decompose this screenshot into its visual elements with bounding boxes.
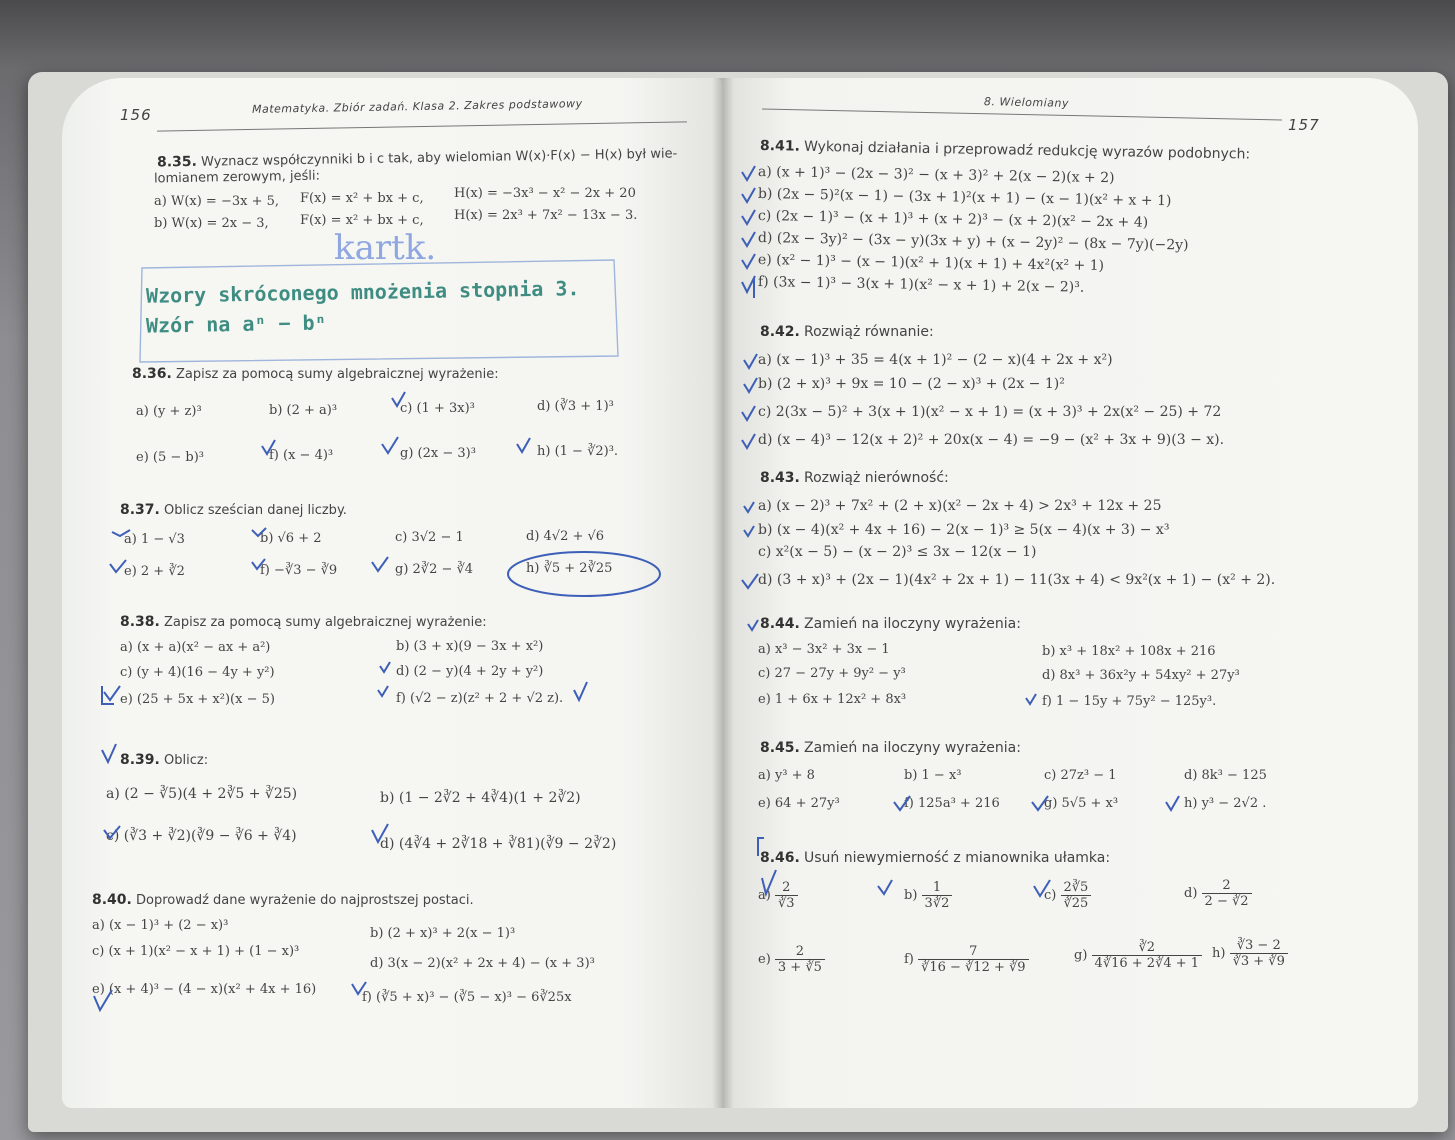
exercise-number: 8.46. [760, 850, 800, 866]
exercise-text: Rozwiąż nierówność: [804, 470, 949, 486]
ex837-h: h) ∛5 + 2∛25 [526, 561, 613, 576]
box-title-line-1: Wzory skróconego mnożenia stopnia 3. [145, 276, 580, 308]
ex843-a: a) (x − 2)³ + 7x² + (2 + x)(x² − 2x + 4) > 2x³ + 12x + 25 [758, 498, 1162, 514]
exercise-text: Zapisz za pomocą sumy algebraicznej wyrażenie: [176, 367, 499, 382]
numerator: 2 [1202, 878, 1252, 894]
ex843-b: b) (x − 4)(x² + 4x + 16) − 2(x − 1)³ ≥ 5(x − 4)(x + 3) − x³ [758, 522, 1170, 538]
item-label: c) [1044, 888, 1057, 903]
exercise-text: Doprowadź dane wyrażenie do najprostszej postaci. [136, 893, 474, 908]
ex836-d: d) (∛3 + 1)³ [537, 399, 614, 414]
ex836-g: g) (2x − 3)³ [400, 446, 476, 461]
exercise-number: 8.38. [120, 614, 160, 630]
exercise-text: Wyznacz współczynniki b i c tak, aby wielomian W(x)·F(x) − H(x) był wie- [200, 146, 678, 170]
ex838-b: b) (3 + x)(9 − 3x + x²) [396, 639, 544, 654]
ex840-b: b) (2 + x)³ + 2(x − 1)³ [370, 926, 516, 941]
ex840-d: d) 3(x − 2)(x² + 2x + 4) − (x + 3)³ [370, 956, 595, 971]
ex837-a: a) 1 − √3 [124, 532, 185, 547]
box-title-line-2: Wzór na aⁿ − bⁿ [145, 310, 327, 338]
exercise-number: 8.41. [759, 138, 801, 155]
ex845-c: c) 27z³ − 1 [1044, 768, 1117, 783]
ex837-g: g) 2∛2 − ∛4 [395, 562, 474, 577]
ex836-c: c) (1 + 3x)³ [400, 401, 475, 416]
numerator: 7 [918, 944, 1029, 960]
ex836-f: f) (x − 4)³ [269, 448, 334, 463]
handwritten-check-marks-right [722, 78, 1418, 1108]
denominator: 2 − ∛2 [1204, 894, 1249, 909]
ex843-c: c) x²(x − 5) − (x − 2)³ ≤ 3x − 12(x − 1) [758, 544, 1037, 560]
exercise-text: Wykonaj działania i przeprowadź redukcję wyrazów podobnych: [803, 138, 1251, 163]
ex838-f: f) (√2 − z)(z² + 2 + √2 z). [396, 691, 564, 706]
ex844-c: c) 27 − 27y + 9y² − y³ [758, 666, 906, 681]
denominator: ∛3 [777, 896, 795, 911]
denominator: ∛16 − ∛12 + ∛9 [921, 960, 1026, 975]
ex839-a: a) (2 − ∛5)(4 + 2∛5 + ∛25) [106, 786, 298, 802]
item-label: a) [758, 888, 771, 903]
ex840-c: c) (x + 1)(x² − x + 1) + (1 − x)³ [92, 944, 300, 959]
exercise-text: Usuń niewymierność z mianownika ułamka: [804, 850, 1111, 866]
exercise-text: Zamień na iloczyny wyrażenia: [804, 616, 1021, 632]
ex841-e: e) (x² − 1)³ − (x − 1)(x² + 1)(x + 1) + 4x²(x² + 1) [757, 252, 1105, 275]
ex836-h: h) (1 − ∛2)³. [537, 444, 619, 459]
denominator: 3∛2 [924, 896, 950, 911]
ex841-a: a) (x + 1)³ − (2x − 3)² − (x + 3)² + 2(x − 2)(x + 2) [757, 164, 1115, 187]
ex840-a: a) (x − 1)³ + (2 − x)³ [92, 918, 229, 933]
ex839-c: c) (∛3 + ∛2)(∛9 − ∛6 + ∛4) [106, 828, 297, 844]
denominator: ∛3 + ∛9 [1232, 954, 1285, 969]
item-label: d) [1184, 886, 1198, 901]
ex844-f: f) 1 − 15y + 75y² − 125y³. [1042, 694, 1217, 709]
ex838-d: d) (2 − y)(4 + 2y + y²) [396, 664, 544, 679]
ex841-f: f) (3x − 1)³ − 3(x + 1)(x² − x + 1) + 2(x − 2)³. [757, 274, 1085, 296]
ex836-a: a) (y + z)³ [136, 404, 202, 419]
exercise-text: Oblicz: [164, 753, 209, 768]
exercise-number: 8.39. [120, 752, 160, 768]
exercise-number: 8.37. [120, 502, 160, 518]
denominator: ∛25 [1063, 896, 1089, 911]
handwritten-check-marks [62, 78, 722, 1108]
ex844-d: d) 8x³ + 36x²y + 54xy² + 27y³ [1042, 668, 1240, 683]
exercise-number: 8.40. [92, 892, 132, 908]
ex845-a: a) y³ + 8 [758, 768, 815, 783]
item-label: h) [1212, 946, 1226, 961]
ex845-g: g) 5√5 + x³ [1044, 796, 1119, 811]
running-head-left: Matematyka. Zbiór zadań. Klasa 2. Zakres podstawowy [251, 97, 583, 116]
ex837-d: d) 4√2 + √6 [526, 529, 605, 544]
left-page [62, 78, 722, 1108]
ex845-f: f) 125a³ + 216 [904, 796, 1000, 811]
handwritten-note-kartk: kartk. [334, 228, 437, 268]
ex842-b: b) (2 + x)³ + 9x = 10 − (2 − x)³ + (2x − 1)² [758, 376, 1065, 392]
ex842-c: c) 2(3x − 5)² + 3(x + 1)(x² − x + 1) = (x + 3)³ + 2x(x² − 25) + 72 [758, 404, 1222, 420]
numerator: ∛2 [1092, 940, 1203, 956]
running-head-right: 8. Wielomiany [983, 95, 1070, 110]
ex838-c: c) (y + 4)(16 − 4y + y²) [120, 665, 275, 680]
ex844-a: a) x³ − 3x² + 3x − 1 [758, 642, 890, 657]
exercise-text: Zamień na iloczyny wyrażenia: [804, 740, 1021, 756]
numerator: 2 [775, 880, 798, 896]
ex842-d: d) (x − 4)³ − 12(x + 2)² + 20x(x − 4) = −9 − (x² + 3x + 9)(3 − x). [758, 432, 1225, 448]
page-number-right: 157 [1288, 116, 1320, 134]
ex844-b: b) x³ + 18x² + 108x + 216 [1042, 644, 1216, 659]
ex838-e: e) (25 + 5x + x²)(x − 5) [120, 692, 275, 707]
ex840-e: e) (x + 4)³ − (4 − x)(x² + 4x + 16) [92, 982, 317, 997]
exercise-number: 8.36. [132, 366, 172, 382]
ex837-c: c) 3√2 − 1 [395, 530, 464, 545]
ex835-a-h: H(x) = −3x³ − x² − 2x + 20 [454, 186, 636, 201]
ex845-e: e) 64 + 27y³ [758, 796, 840, 811]
denominator: 3 + ∛5 [777, 960, 822, 975]
ex835-b-w: b) W(x) = 2x − 3, [154, 216, 269, 231]
exercise-number: 8.44. [760, 616, 800, 632]
ex835-b-h: H(x) = 2x³ + 7x² − 13x − 3. [454, 208, 638, 223]
ex839-b: b) (1 − 2∛2 + 4∛4)(1 + 2∛2) [380, 790, 581, 806]
right-page [722, 78, 1418, 1108]
ex837-b: b) √6 + 2 [260, 531, 322, 546]
ex837-e: e) 2 + ∛2 [124, 564, 185, 579]
numerator: 2∛5 [1061, 880, 1092, 896]
ex840-f: f) (∛5 + x)³ − (∛5 − x)³ − 6∛25x [362, 990, 572, 1005]
item-label: b) [904, 888, 918, 903]
denominator: 4∛16 + 2∛4 + 1 [1094, 956, 1200, 971]
exercise-number: 8.45. [760, 740, 800, 756]
ex835-a-f: F(x) = x² + bx + c, [300, 191, 424, 206]
ex841-d: d) (2x − 3y)² − (3x − y)(3x + y) + (x − 2y)² − (8x − 7y)(−2y) [757, 230, 1189, 254]
exercise-number: 8.43. [760, 470, 800, 486]
exercise-text-cont: lomianem zerowym, jeśli: [153, 168, 321, 187]
ex835-b-f: F(x) = x² + bx + c, [300, 213, 424, 228]
ex835-a-w: a) W(x) = −3x + 5, [154, 194, 280, 209]
ex836-e: e) (5 − b)³ [136, 450, 205, 465]
exercise-text: Zapisz za pomocą sumy algebraicznej wyrażenie: [164, 615, 487, 630]
ex845-h: h) y³ − 2√2 . [1184, 796, 1267, 811]
ex838-a: a) (x + a)(x² − ax + a²) [120, 640, 271, 655]
ex841-b: b) (2x − 5)²(x − 1) − (3x + 1)²(x + 1) − (x − 1)(x² + x + 1) [757, 186, 1172, 210]
exercise-text: Rozwiąż równanie: [804, 324, 934, 340]
item-label: g) [1074, 948, 1088, 963]
numerator: 1 [922, 880, 953, 896]
exercise-text: Oblicz sześcian danej liczby. [164, 503, 347, 518]
exercise-number: 8.42. [760, 324, 800, 340]
exercise-number: 8.35. [156, 153, 198, 171]
ex841-c: c) (2x − 1)³ − (x + 1)³ + (x + 2)³ − (x + 2)(x² − 2x + 4) [757, 208, 1149, 231]
numerator: ∛3 − 2 [1230, 938, 1288, 954]
ex839-d: d) (4∛4 + 2∛18 + ∛81)(∛9 − 2∛2) [380, 836, 617, 852]
ex837-f: f) −∛3 − ∛9 [260, 563, 338, 578]
ex844-e: e) 1 + 6x + 12x² + 8x³ [758, 692, 907, 707]
numerator: 2 [775, 944, 825, 960]
item-label: e) [758, 952, 771, 967]
ex845-b: b) 1 − x³ [904, 768, 962, 783]
page-number-left: 156 [120, 106, 152, 124]
book-spine [712, 78, 734, 1108]
ex845-d: d) 8k³ − 125 [1184, 768, 1267, 783]
item-label: f) [904, 952, 914, 967]
ex842-a: a) (x − 1)³ + 35 = 4(x + 1)² − (2 − x)(4 + 2x + x²) [758, 352, 1113, 368]
ex843-d: d) (3 + x)³ + (2x − 1)(4x² + 2x + 1) − 11(3x + 4) < 9x²(x + 1) − (x² + 2). [758, 572, 1276, 588]
ex836-b: b) (2 + a)³ [269, 403, 338, 418]
